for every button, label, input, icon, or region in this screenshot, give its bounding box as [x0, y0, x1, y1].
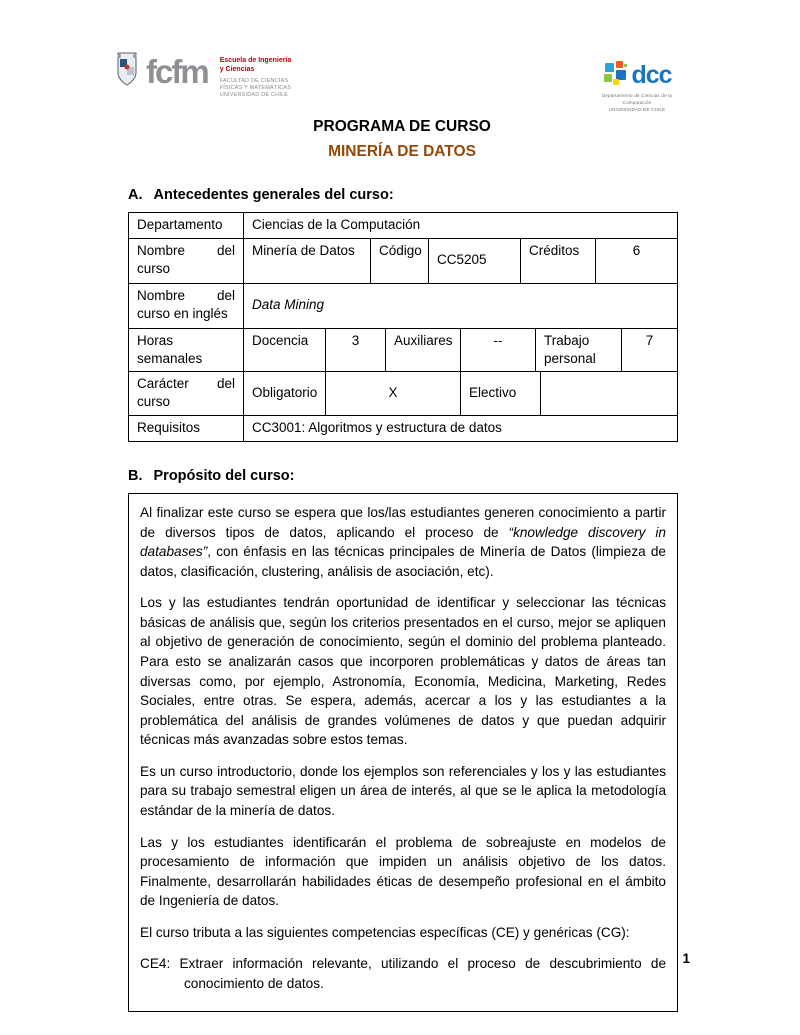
- ce4-label: CE4:: [140, 956, 171, 972]
- table-row-horas: [129, 329, 677, 373]
- table-cell-label: Horas semanales: [129, 329, 244, 372]
- fcfm-school-name: [220, 57, 292, 75]
- fcfm-wordmark: fcfm: [146, 53, 208, 90]
- fcfm-school-line2: y Ciencias: [219, 65, 255, 73]
- table-cell-value: --: [461, 329, 536, 372]
- section-b-heading: [128, 468, 676, 484]
- table-row-requisitos: [129, 416, 677, 441]
- section-b-label: B.: [128, 468, 143, 485]
- p1-italic-phrase: “knowledge discovery in databases”: [140, 524, 666, 560]
- ce4-text: Extraer información relevante, utilizando el proceso de descubrimiento de conocimiento de datos.: [179, 956, 666, 991]
- dcc-department-name: [597, 93, 677, 113]
- course-info-table: [128, 212, 678, 442]
- fcfm-faculty-name: [220, 78, 292, 100]
- table-cell-value: 7: [645, 332, 654, 348]
- dcc-mosaic-icon: [602, 60, 628, 91]
- table-cell-value: Electivo: [461, 372, 541, 415]
- table-cell-label: Nombre del curso: [129, 239, 244, 283]
- course-title: MINERÍA DE DATOS: [328, 143, 476, 160]
- table-cell-label: Créditos: [521, 239, 596, 283]
- table-cell-value: Minería de Datos: [244, 239, 371, 283]
- dcc-wordmark: dcc: [631, 61, 672, 89]
- table-cell-label: Docencia: [244, 329, 326, 372]
- section-a-heading: [128, 187, 676, 203]
- table-cell-label: Nombre del curso en inglés: [129, 284, 244, 328]
- table-row-caracter: [129, 372, 677, 416]
- table-cell-label: Carácter del curso: [129, 372, 244, 415]
- purpose-paragraph-5: El curso tributa a las siguientes competencias específicas (CE) y genéricas (CG):: [140, 924, 630, 940]
- table-cell-value: CC3001: Algoritmos y estructura de datos: [252, 420, 502, 436]
- section-a-label: A.: [128, 187, 143, 203]
- table-cell-value: Data Mining: [252, 297, 325, 313]
- table-cell-label: Requisitos: [129, 416, 244, 441]
- dcc-dept-line1: Departamento de Ciencias de la Computación: [601, 93, 673, 105]
- table-row-nombre-ingles: [129, 284, 677, 329]
- fcfm-faculty-line1: FACULTAD DE CIENCIAS: [219, 77, 289, 84]
- table-cell-value: 3: [326, 329, 386, 372]
- dcc-dept-line2: UNIVERSIDAD DE CHILE: [608, 106, 666, 112]
- purpose-paragraph-2: Los y las estudiantes tendrán oportunidad de identificar y seleccionar las técnicas básicas de análisis que, según los criterios presentados en el curso, mejor se apliquen al objetivo de generación de conocimiento, según el dominio del problema planteado. Para esto se analizarán casos que incorporen problemáticas y datos de áreas tan diversas como, por ejemplo, Astronomía, Economía, Medicina, Marketing, Redes Sociales, entre otras. Se espera, además, acercar a los y las estudiantes a la problemática del análisis de grandes volúmenes de datos y que puedan adquirir técnicas más avanzadas sobre estos temas.: [140, 595, 666, 748]
- table-row-departamento: [129, 213, 677, 239]
- table-cell-value: Obligatorio: [244, 372, 326, 415]
- table-cell-value: X: [326, 372, 461, 415]
- section-b-text: Propósito del curso:: [153, 468, 295, 485]
- table-cell-value: CC5205: [429, 239, 521, 283]
- purpose-paragraph-4: Las y los estudiantes identificarán el problema de sobreajuste en modelos de procesamiento de información que impiden un análisis objetivo de los datos. Finalmente, desarrollarán habilidades éticas de desempeño profesional en el ámbito de Ingeniería de datos.: [140, 834, 666, 909]
- table-cell-value: Ciencias de la Computación: [252, 217, 421, 232]
- fcfm-logo: [115, 52, 291, 100]
- doc-title: PROGRAMA DE CURSO: [313, 118, 491, 135]
- table-row-nombre-curso: [129, 239, 677, 284]
- purpose-paragraph-3: Es un curso introductorio, donde los ejemplos son referenciales y los y las estudiantes para su trabajo semestral eligen un área de interés, al que se le aplica la metodología estándar de la minería de datos.: [140, 763, 666, 818]
- fcfm-faculty-line2: FÍSICAS Y MATEMÁTICAS: [219, 84, 292, 91]
- uchile-shield-icon: [115, 52, 139, 93]
- dcc-logo: [597, 60, 677, 113]
- table-cell-value: 6: [632, 242, 641, 258]
- table-cell-label: Código: [371, 239, 429, 283]
- table-cell-label: Auxiliares: [386, 329, 461, 372]
- fcfm-faculty-line3: UNIVERSIDAD DE CHILE: [219, 92, 289, 99]
- table-cell-label: Trabajo personal: [536, 329, 622, 372]
- p1-before: Al finalizar este curso se espera que los/las estudiantes generen conocimiento a partir de diversos tipos de datos, aplicando el proceso de: [140, 505, 666, 540]
- purpose-paragraph-ce4: [140, 954, 666, 993]
- table-cell-label: Departamento: [129, 213, 244, 238]
- fcfm-text-block: [220, 57, 292, 100]
- section-a-text: Antecedentes generales del curso:: [153, 187, 394, 203]
- purpose-box: [128, 493, 678, 1012]
- p1-after: , con énfasis en las técnicas principales de Minería de Datos (limpieza de datos, clasificación, clustering, análisis de asociación, etc).: [140, 544, 666, 579]
- fcfm-school-line1: Escuela de Ingeniería: [219, 57, 292, 64]
- table-cell-empty: [541, 372, 677, 415]
- purpose-paragraph-1: [140, 503, 666, 581]
- page-number: 1: [682, 951, 690, 966]
